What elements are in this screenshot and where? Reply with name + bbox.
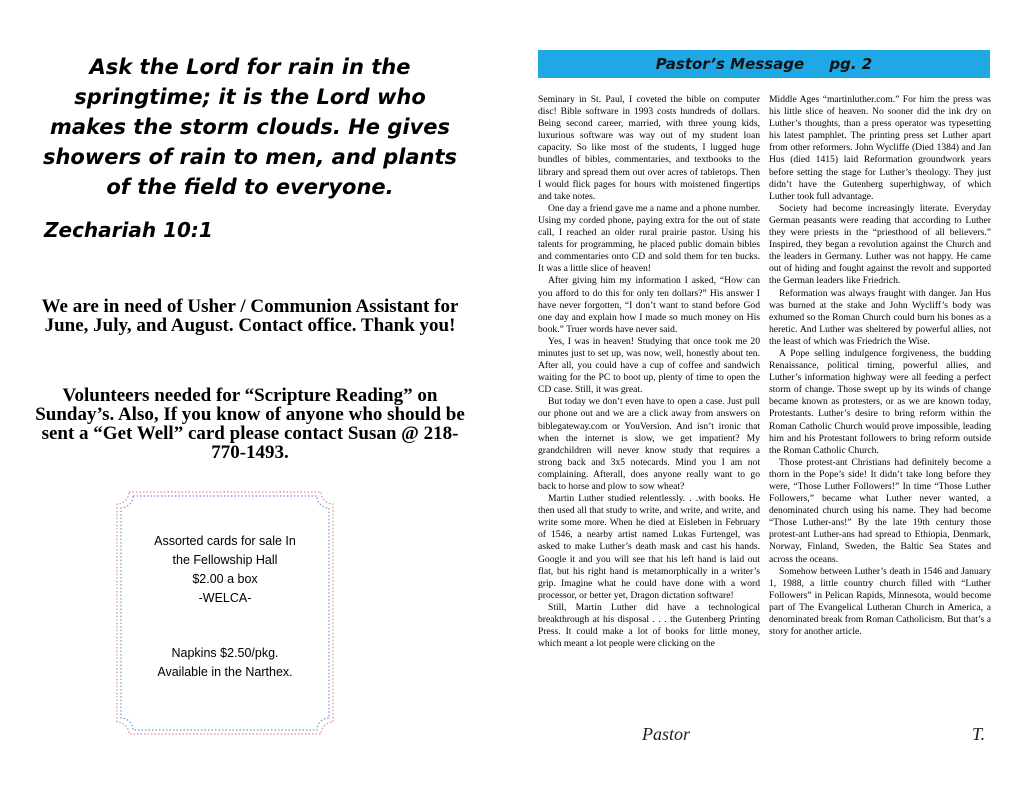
signature-initial: T. <box>972 724 986 744</box>
paragraph: Still, Martin Luther did have a technological breakthrough at his disposal . . . the Gutenberg Printing Press. It could make a lot of books for little money, which meant a lot people were clicking on the <box>538 601 760 650</box>
paragraph: Those protest-ant Christians had definitely become a thorn in the Pope’s side! It didn’t take long before they were, “Those Luther Followers!” In time “Those Luther Followers,” became what Luther never wanted, a denominated church using his name. They had become “Those Luther-ans!” By the late 19th century those protest-ant Luther-ans had spread to Ethiopia, Denmark, Norway, Finland, Sweden, the Baltic Sea States and across the oceans. <box>769 456 991 565</box>
paragraph: Society had become increasingly literate. Everyday German peasants were reading that according to Luther they were priests in the “priesthood of all believers.” Inspired, they began a revolution against the Church and the leaders in Germany. Luther was not happy. He came out of hiding and fought against the revolt and supported the German leaders like Friedrich. <box>769 202 991 287</box>
paragraph: Yes, I was in heaven! Studying that once took me 20 minutes just to set up, was now, well, honestly about ten. After all, you could have a cup of coffee and sandwich waiting for the PC to boot up, plenty of time to open the CD case. Still, it was great. <box>538 335 760 396</box>
volunteer-notice: Volunteers needed for “Scripture Reading” on Sunday’s. Also, If you know of anyone who should be sent a “Get Well” card please contact Susan @ 218-770-1493. <box>35 385 465 463</box>
paragraph: One day a friend gave me a name and a phone number. Using my corded phone, paying extra for the out of state call, I reached an older rural prairie pastor. Using his talents for programming, he placed public domain bibles and commentaries onto CD and sold them for ten bucks. It was a little slice of heaven! <box>538 202 760 275</box>
paragraph: Middle Ages “martinluther.com.” For him the press was his little slice of heaven. No sooner did the ink dry on Luther’s thoughts, than a press operator was typesetting his latest pamphlet. The printing press set Luther apart from other reformers. John Wycliffe (Died 1384) and Jan Hus (died 1415) laid Reformation groundwork years before setting the stage for Luther’s theology. They just didn’t have the Gutenberg superhighway, of which Luther took full advantage. <box>769 94 991 202</box>
pastor-message-header <box>538 50 990 78</box>
article-column-right <box>769 94 991 638</box>
right-page <box>512 0 1024 791</box>
header-title: Pastor’s Message <box>655 55 805 73</box>
napkins-text: Napkins $2.50/pkg. Available in the Narthex. <box>157 646 293 679</box>
paragraph: Seminary in St. Paul, I coveted the bible on computer disc! Bible software in 1993 costs hundreds of dollars. Being second career, married, with three young kids, luxurious software was way out of my student loan capacity. So like most of the students, I lugged huge bundles of bibles, commentaries, and textbooks to the library and spread them out over acres of tabletops. Then I would flick pages for hours with moistened fingertips and take notes. <box>538 94 760 202</box>
paragraph: Reformation was always fraught with danger. Jan Hus was burned at the stake and John Wycliff’s body was exhumed so the Roman Church could burn his bones as a heretic. And Luther was sheltered by powerful allies, not the least of which was Friedrich the Wise. <box>769 287 991 347</box>
cards-for-sale-text: Assorted cards for sale In the Fellowship Hall $2.00 a box -WELCA- <box>154 534 296 605</box>
scalloped-border <box>115 490 335 736</box>
paragraph: Martin Luther studied relentlessly. . .with books. He then used all that study to write, and write, and write, and write some more. When he died at Eisleben in February of 1546, a nearby artist named Lukas Furtengel, was asked to make Luther’s death mask and cast his hands. Google it and you will see that his left hand is laid out flat, but his right hand is metamorphically in a writer’s grip. Imagine what he could have done with a word processor, or better yet, Dragon dictation software! <box>538 493 760 601</box>
paragraph: After giving him my information I asked, “How can you afford to do this for only ten dollars?” His answer I have never forgotten, “I don’t want to stand before God one day and explain how I made so much money on His book.” Truer words have never said. <box>538 275 760 335</box>
paragraph: A Pope selling indulgence forgiveness, the budding Renaissance, political timing, powerful allies, and Luther’s information highway were all feeding a perfect storm of change. Those swept up by its winds of change became known as protesters, or as we are known today, Protestants. Luther’s desire to bring reform within the Roman Catholic Church would prove impossible, leading him and his Protestant followers to bring reform outside the Roman Catholic Church. <box>769 347 991 456</box>
paragraph: Somehow between Luther’s death in 1546 and January 1, 1988, a little country church filled with “Luther Followers” in Pelican Rapids, Minnesota, would become part of The Evangelical Lutheran Church in America, a denominated break from Roman Catholicism. But that’s a story for another article. <box>769 565 991 638</box>
signature-pastor: Pastor <box>642 724 691 744</box>
header-page-number: pg. 2 <box>829 55 873 73</box>
scripture-verse: Ask the Lord for rain in the springtime; it is the Lord who makes the storm clouds. He gives showers of rain to men, and plants of the field to everyone. <box>42 55 458 199</box>
usher-notice: We are in need of Usher / Communion Assistant for June, July, and August. Contact office. Thank you! <box>41 296 459 336</box>
paragraph: But today we don’t even have to open a case. Just pull our phone out and we are a click away from answers on biblegateway.com or YouVersion. And isn’t ironic that when the internet is slow, we get impatient? My grandchildren will never know study that requires a strong back and 3x5 notecards. Mind you I am not complaining. Afterall, does anyone really want to go back to horse and plow to sow wheat? <box>538 396 760 492</box>
sale-notice-box <box>115 490 335 736</box>
scripture-reference: Zechariah 10:1 <box>44 218 213 242</box>
article-column-left <box>538 94 760 650</box>
